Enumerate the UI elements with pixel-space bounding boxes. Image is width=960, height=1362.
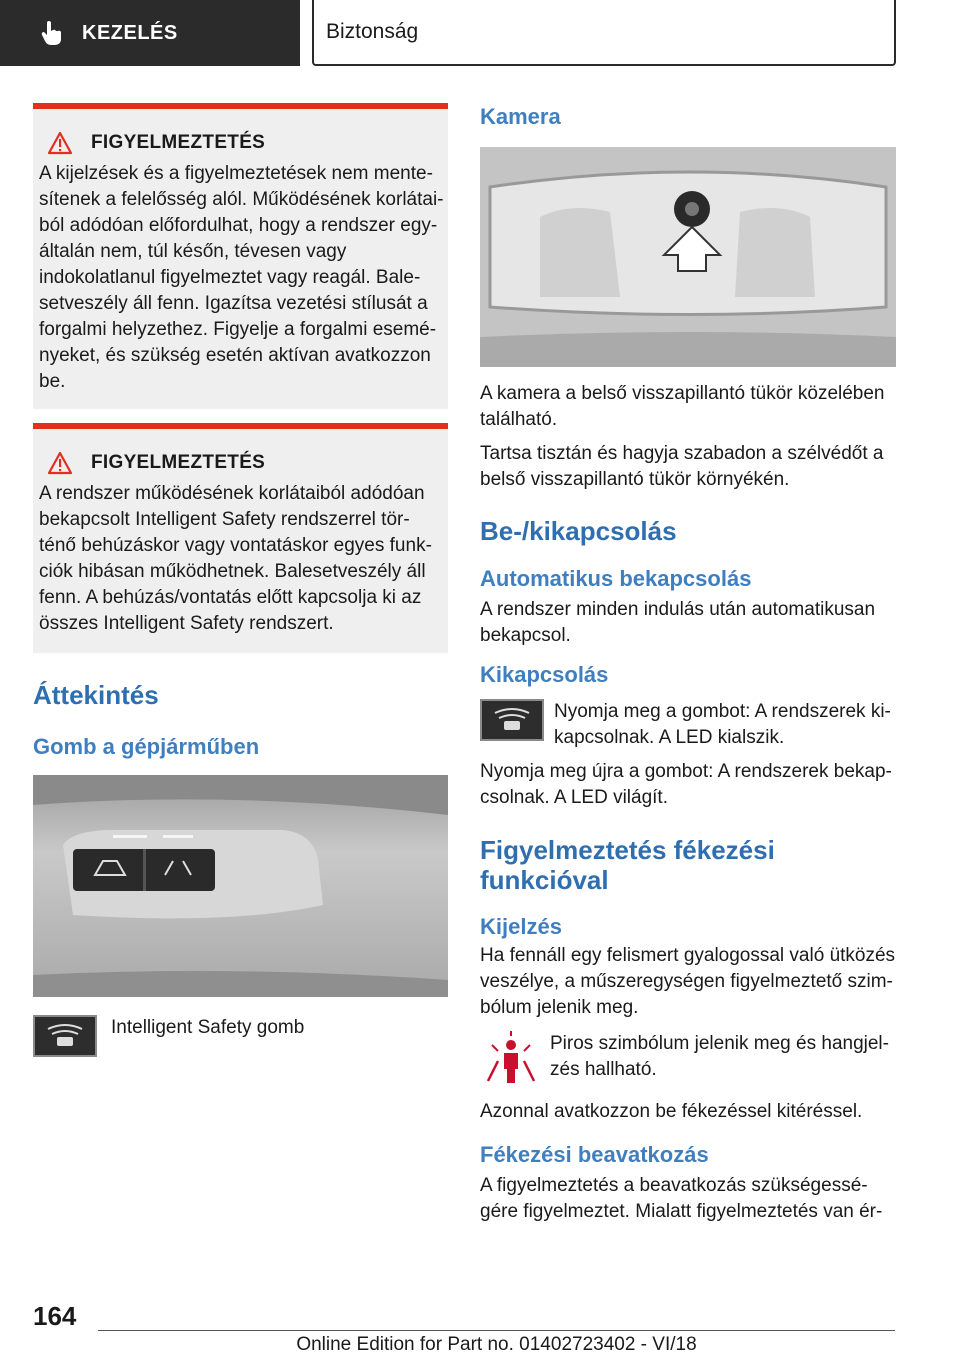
pedestrian-warning-symbol [484,1031,538,1087]
hand-pointer-icon [38,19,66,47]
chapter-tab [312,0,896,66]
warning-title: FIGYELMEZTETÉS [91,132,266,153]
car-distance-icon [40,1021,90,1051]
left-column [33,103,448,1057]
windscreen-camera-image [480,147,896,367]
overview-heading: Áttekintés [33,680,159,710]
brake-paragraph: A figyelmeztetés a beavatkozás szükségessé-gére figyelmeztet. Mialatt figyelmeztetés van ér- [480,1175,883,1222]
button-caption: Intelligent Safety gomb [111,1017,305,1038]
auto-heading: Automatikus bekapcsolás [480,566,752,591]
brake-heading: Fékezési beavatkozás [480,1142,709,1167]
off-symbol-row [480,699,896,751]
warning-header [39,451,448,475]
display-symbol-text: Piros szimbólum jelenik meg és hangjel-zés hallható. [550,1033,889,1080]
footer-edition: Online Edition for Part no. 01402723402 - VI/18 [296,1334,697,1355]
display-heading: Kijelzés [480,914,562,939]
chapter-tab-label: Biztonság [326,20,419,43]
page-header [0,0,960,66]
off-heading: Kikapcsolás [480,662,609,687]
camera-paragraph-1: A kamera a belső visszapillantó tükör közelében található. [480,383,885,430]
warnbrake-heading: Figyelmeztetés fékezési funkcióval [480,835,775,895]
intelligent-safety-symbol [33,1015,97,1057]
intelligent-safety-symbol [480,699,544,741]
warning-body: A kijelzések és a figyelmeztetések nem mente-sítenek a felelősség alól. Működésének korlátai-ból adódóan előfordulhat, hogy a rendszer egy-általán nem, túl későn, tévesen vagy indokolatlanul figyelmeztet vagy reagál. Bale-setveszély áll fenn. Igazítsa vezetési stílusát a forgalmi helyzethez. Figyelje a forgalmi esemé-nyeket, és szükség esetén aktívan avatkozzon be. [39,163,444,392]
display-symbol-row [480,1031,896,1087]
warning-box-2 [33,423,448,653]
display-paragraph: Ha fennáll egy felismert gyalogossal való ütközés veszélye, a műszeregységen figyelmeztető szim-bólum jelenik meg. [480,945,896,1018]
section-tab [0,0,300,66]
right-column [480,103,896,1225]
camera-photo [480,147,896,367]
console-buttons-image [33,775,448,997]
warning-header [39,131,448,155]
button-heading: Gomb a gépjárműben [33,734,260,759]
section-tab-label: KEZELÉS [82,21,178,44]
display-paragraph-2: Azonnal avatkozzon be fékezéssel kitéréssel. [480,1101,863,1122]
warning-title: FIGYELMEZTETÉS [91,452,266,473]
page-number: 164 [33,1301,77,1331]
warning-body: A rendszer működésének korlátaiból adódóan bekapcsolt Intelligent Safety rendszerrel tör-ténő behúzáskor vagy vontatáskor egyes funk-ciók hibásan működhetnek. Balesetveszély áll fenn. A behúzás/vontatás előtt kapcsolja ki az összes Intelligent Safety rendszert. [39,483,432,634]
warning-box-1 [33,103,448,409]
button-caption-row [33,1015,448,1057]
onoff-heading: Be-/kikapcsolás [480,516,677,546]
button-photo [33,775,448,997]
warning-triangle-icon [47,451,73,475]
off-paragraph: Nyomja meg újra a gombot: A rendszerek bekap-csolnak. A LED világít. [480,761,892,808]
off-symbol-text: Nyomja meg a gombot: A rendszerek ki-kapcsolnak. A LED kialszik. [554,701,891,748]
footer-rule [98,1330,895,1331]
camera-paragraph-2: Tartsa tisztán és hagyja szabadon a szélvédőt a belső visszapillantó tükör környékén. [480,443,884,490]
car-distance-icon [487,705,537,735]
pedestrian-icon [484,1031,538,1087]
auto-paragraph: A rendszer minden indulás után automatikusan bekapcsol. [480,599,876,646]
warning-triangle-icon [47,131,73,155]
camera-heading: Kamera [480,104,561,129]
